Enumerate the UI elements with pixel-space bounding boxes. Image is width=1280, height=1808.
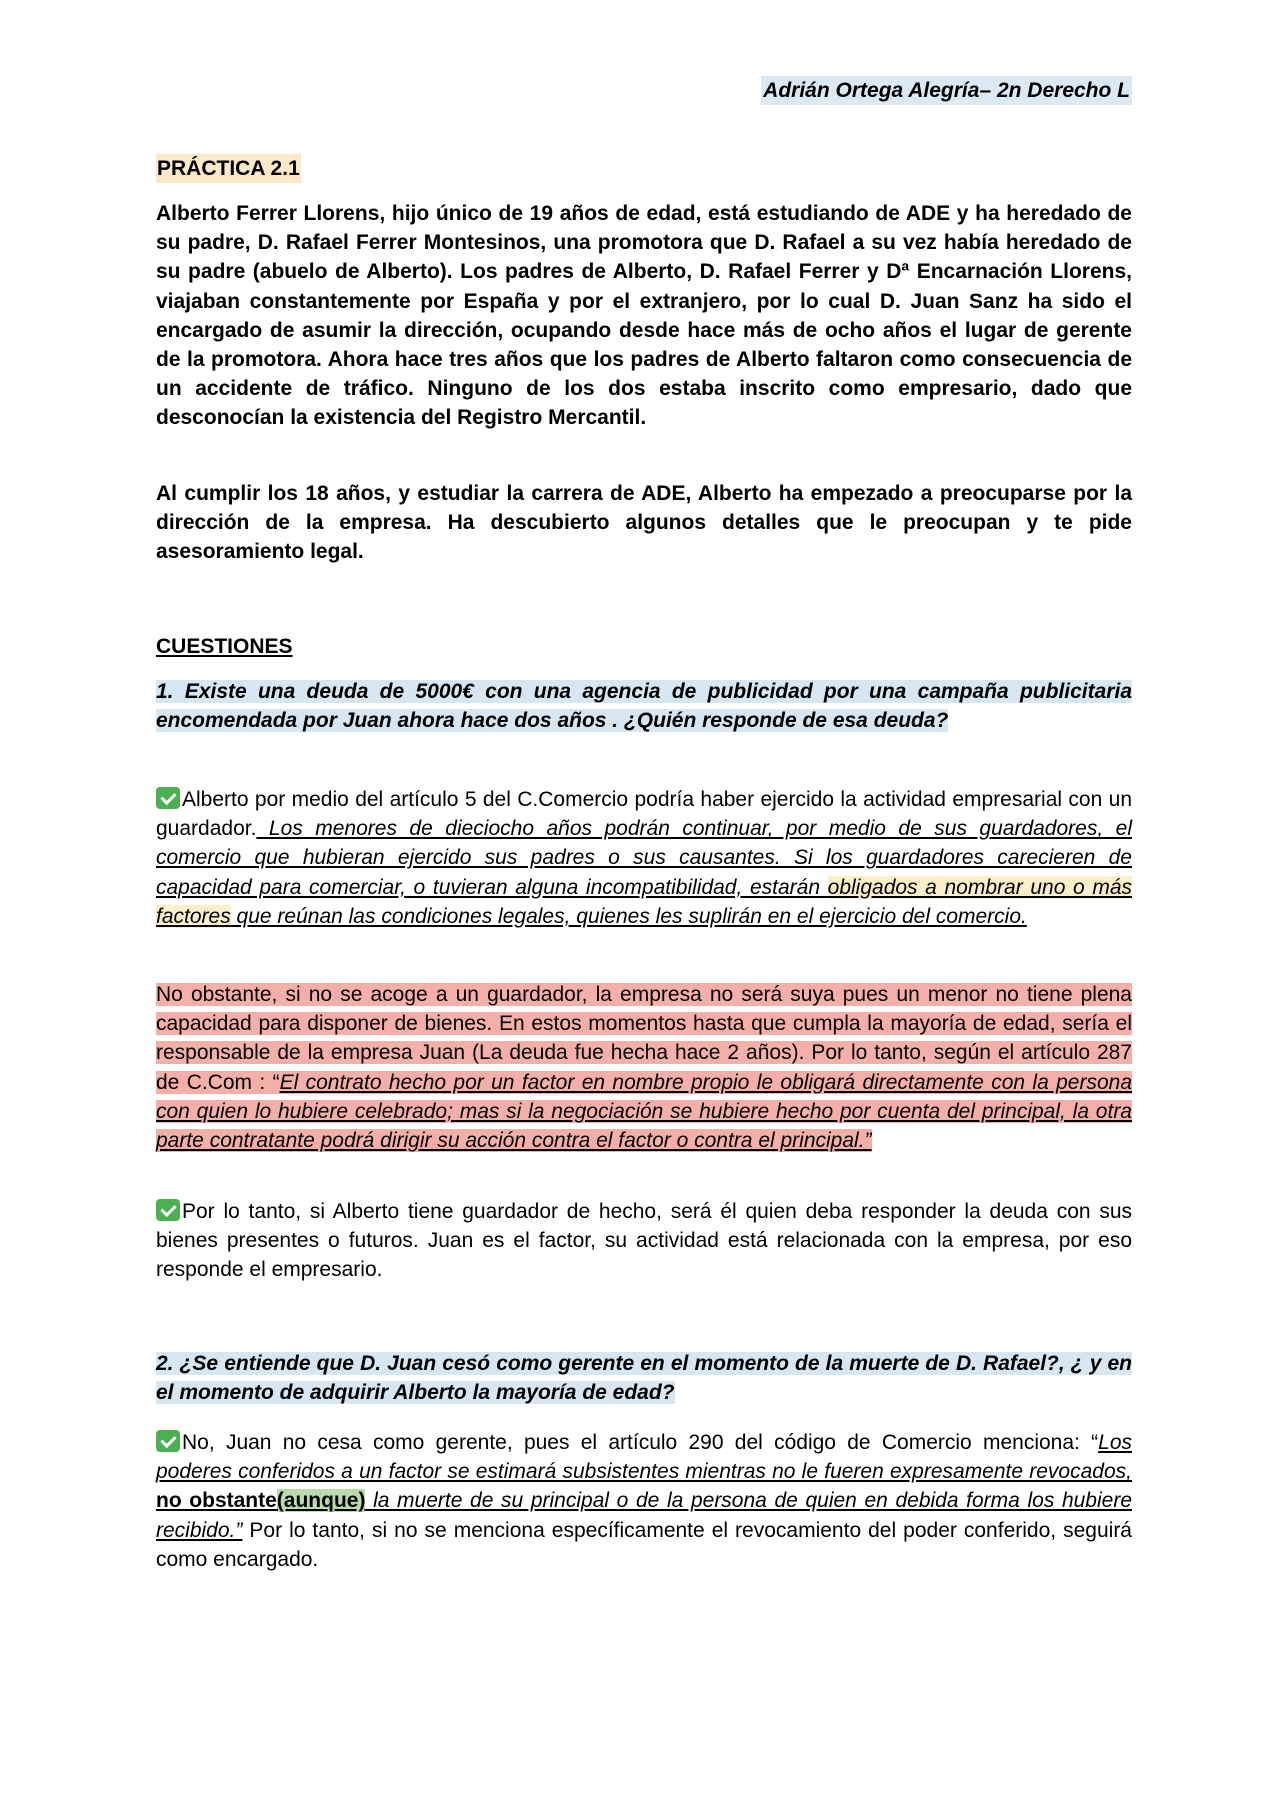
answer-1-paragraph-2 xyxy=(156,980,1132,1155)
question-2-text: 2. ¿Se entiende que D. Juan cesó como gerente en el momento de la muerte de D. Rafael?, ¿ y en el momento de adquirir Alberto la mayoría de edad? xyxy=(156,1352,1132,1405)
intro-p2-text: Al cumplir los 18 años, y estudiar la carrera de ADE, Alberto ha empezado a preocuparse por la dirección de la empresa. Ha descubierto algunos detalles que le preocupan y te pide asesoramiento legal. xyxy=(156,482,1132,564)
article-290-quote-end: la muerte de su principal o de la persona de quien en debida forma los hubiere recibido.” xyxy=(156,1489,1132,1542)
article-5-quote-end: que reúnan las condiciones legales, quienes les suplirán en el ejercicio del comercio. xyxy=(230,904,1027,928)
answer-1-red-text: No obstante, si no se acoge a un guardador, la empresa no será suya pues un menor no tiene plena capacidad para disponer de bienes. En estos momentos hasta que cumpla la mayoría de edad, sería el responsable de la empresa Juan (La deuda fue hecha hace 2 años). Por lo tanto, según el artículo 287 de C.Com : “ xyxy=(156,983,1132,1094)
check-mark-icon xyxy=(156,1199,180,1221)
intro-paragraph-2 xyxy=(156,479,1132,567)
practice-title: PRÁCTICA 2.1 xyxy=(156,154,301,183)
question-1-text: 1. Existe una deuda de 5000€ con una agencia de publicidad por una campaña publicitaria encomendada por Juan ahora hace dos años . ¿Quién responde de esa deuda? xyxy=(156,680,1132,733)
article-290-quote: Los poderes conferidos a un factor se estimará subsistentes mientras no le fueren expresamente revocados, xyxy=(156,1431,1132,1484)
answer-2 xyxy=(156,1428,1132,1574)
check-mark-icon xyxy=(156,1430,180,1452)
answer-2-text: No, Juan no cesa como gerente, pues el artículo 290 del código de Comercio menciona: “ xyxy=(182,1431,1099,1454)
intro-paragraph-1 xyxy=(156,199,1132,433)
answer-2-conclusion: Por lo tanto, si no se menciona específicamente el revocamiento del poder conferido, seguirá como encargado. xyxy=(156,1518,1132,1571)
article-5-quote: Los menores de dieciocho años podrán continuar, por medio de sus guardadores, el comercio que hubieran ejercido sus padres o sus causantes. Si los guardadores carecieren de capacidad para comerciar, o tuvieran alguna incompatibilidad, estarán xyxy=(156,817,1132,899)
article-5-highlight: obligados a nombrar uno o más factores xyxy=(156,875,1132,928)
answer-1-paragraph-1 xyxy=(156,785,1132,931)
intro-p1-text: Alberto Ferrer Llorens, hijo único de 19 años de edad, está estudiando de ADE y ha heredado de su padre, D. Rafael Ferrer Montesinos, una promotora que D. Rafael a su vez había heredado de su padre (abuelo de Alberto). Los padres de Alberto, D. Rafael Ferrer y Dª Encarnación Llorens, viajaban constantemente por España y por el extranjero, por lo cual D. Juan Sanz ha sido el encargado de asumir la dirección, ocupando desde hace más de ocho años el lugar de gerente de la promotora. Ahora hace tres años que los padres de Alberto faltaron como consecuencia de un accidente de tráfico. Ninguno de los dos estaba inscrito como empresario, dado que desconocían la existencia del Registro Mercantil. xyxy=(156,202,1132,430)
question-2 xyxy=(156,1349,1132,1407)
answer-1-paragraph-3 xyxy=(156,1197,1132,1285)
aunque-highlight: (aunque) xyxy=(276,1489,366,1513)
answer-1-conclusion: Por lo tanto, si Alberto tiene guardador de hecho, será él quien deba responder la deuda con sus bienes presentes o futuros. Juan es el factor, su actividad está relacionada con la empresa, por eso responde el empresario. xyxy=(156,1200,1132,1282)
author-header: Adrián Ortega Alegría– 2n Derecho L xyxy=(761,76,1132,105)
question-1 xyxy=(156,677,1132,735)
article-287-quote: El contrato hecho por un factor en nombre propio le obligará directamente con la persona con quien lo hubiere celebrado; mas si la negociación se hubiere hecho por cuenta del principal, la otra parte contratante podrá dirigir su acción contra el factor o contra el principal.” xyxy=(156,1070,1133,1153)
cuestiones-heading: CUESTIONES xyxy=(156,635,293,658)
no-obstante-bold: no obstante xyxy=(156,1489,277,1513)
check-mark-icon xyxy=(156,787,180,809)
answer-1-text: Alberto por medio del artículo 5 del C.Comercio podría haber ejercido la actividad empresarial con un guardador. xyxy=(156,788,1132,841)
